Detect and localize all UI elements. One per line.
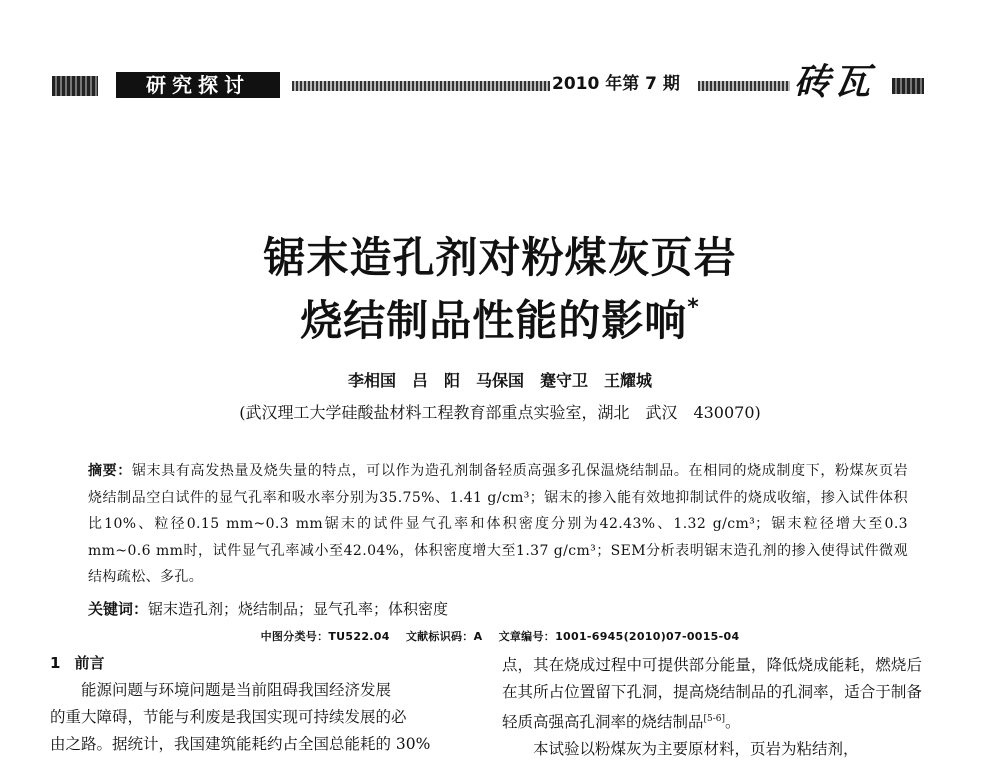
affiliation: (武汉理工大学硅酸盐材料工程教育部重点实验室，湖北 武汉 430070)	[239, 403, 761, 422]
paragraph-text: 点，其在烧成过程中可提供部分能量，降低烧成能耗，燃烧后在其所占位置留下孔洞，提高烧结制品的孔洞率，适合于制备轻质高强高孔洞率的烧结制品	[502, 656, 922, 732]
document-code: 文献标识码：A	[405, 630, 483, 643]
section-label: 研究探讨	[116, 72, 280, 98]
abstract	[88, 458, 908, 591]
header-rule-2	[698, 81, 790, 91]
citation-reference: [5-6]	[703, 714, 726, 724]
clc-number: 中图分类号：TU522.04	[260, 630, 390, 643]
section-heading	[50, 650, 470, 677]
body-line: 的重大障碍，节能与利废是我国实现可持续发展的必	[50, 708, 407, 726]
paragraph-end: 。	[725, 713, 741, 732]
abstract-label: 摘要：	[88, 463, 132, 479]
classification-line	[0, 628, 1000, 644]
issue-label: 2010 年第 7 期	[552, 74, 680, 94]
body-paragraph	[502, 652, 922, 736]
keywords-label: 关键词：	[88, 600, 149, 618]
keywords	[88, 596, 908, 622]
abstract-text: 锯末具有高发热量及烧失量的特点，可以作为造孔剂制备轻质高强多孔保温烧结制品。在相同的烧成制度下，粉煤灰页岩烧结制品空白试件的显气孔率和吸水率分别为35.75%、1.41 g/cm³；锯末的掺入能有效地抑制试件的烧成收缩，掺入试件体积比10%、粒径0.15 mm~0.3 mm锯末的试件显气孔率和体积密度分别为42.43%、1.32 g/cm³；锯末粒径增大至0.3 mm~0.6 mm时，试件显气孔率减小至42.04%，体积密度增大至1.37 g/cm³；SEM分析表明锯末造孔剂的掺入使得试件微观结构疏松、多孔。	[88, 463, 909, 586]
header-rule	[292, 81, 550, 91]
body-line: 能源问题与环境问题是当前阻碍我国经济发展	[81, 681, 392, 699]
body-column-right	[502, 652, 922, 763]
body-column-left	[50, 650, 470, 758]
keywords-text: 锯末造孔剂；烧结制品；显气孔率；体积密度	[148, 600, 449, 618]
article-number: 文章编号：1001-6945(2010)07-0015-04	[498, 630, 740, 643]
article-title-line-2	[0, 286, 1000, 349]
article-title-line-1: 锯末造孔剂对粉煤灰页岩	[263, 233, 737, 282]
title-line-2-text: 烧结制品性能的影响	[300, 296, 688, 345]
journal-header	[52, 61, 924, 103]
journal-logo: 砖瓦	[794, 61, 875, 103]
section-number: 1	[50, 654, 61, 672]
author-list: 李相国 吕 阳 马保国 蹇守卫 王耀城	[347, 371, 652, 390]
section-title: 前言	[74, 654, 105, 672]
body-paragraph: 本试验以粉煤灰为主要原材料，页岩为粘结剂，	[533, 740, 859, 759]
body-line: 由之路。据统计，我国建筑能耗约占全国总能耗的 30%	[50, 735, 431, 753]
header-decoration-left	[52, 76, 98, 96]
header-decoration-right	[892, 78, 924, 94]
title-footnote-mark: *	[687, 295, 700, 320]
